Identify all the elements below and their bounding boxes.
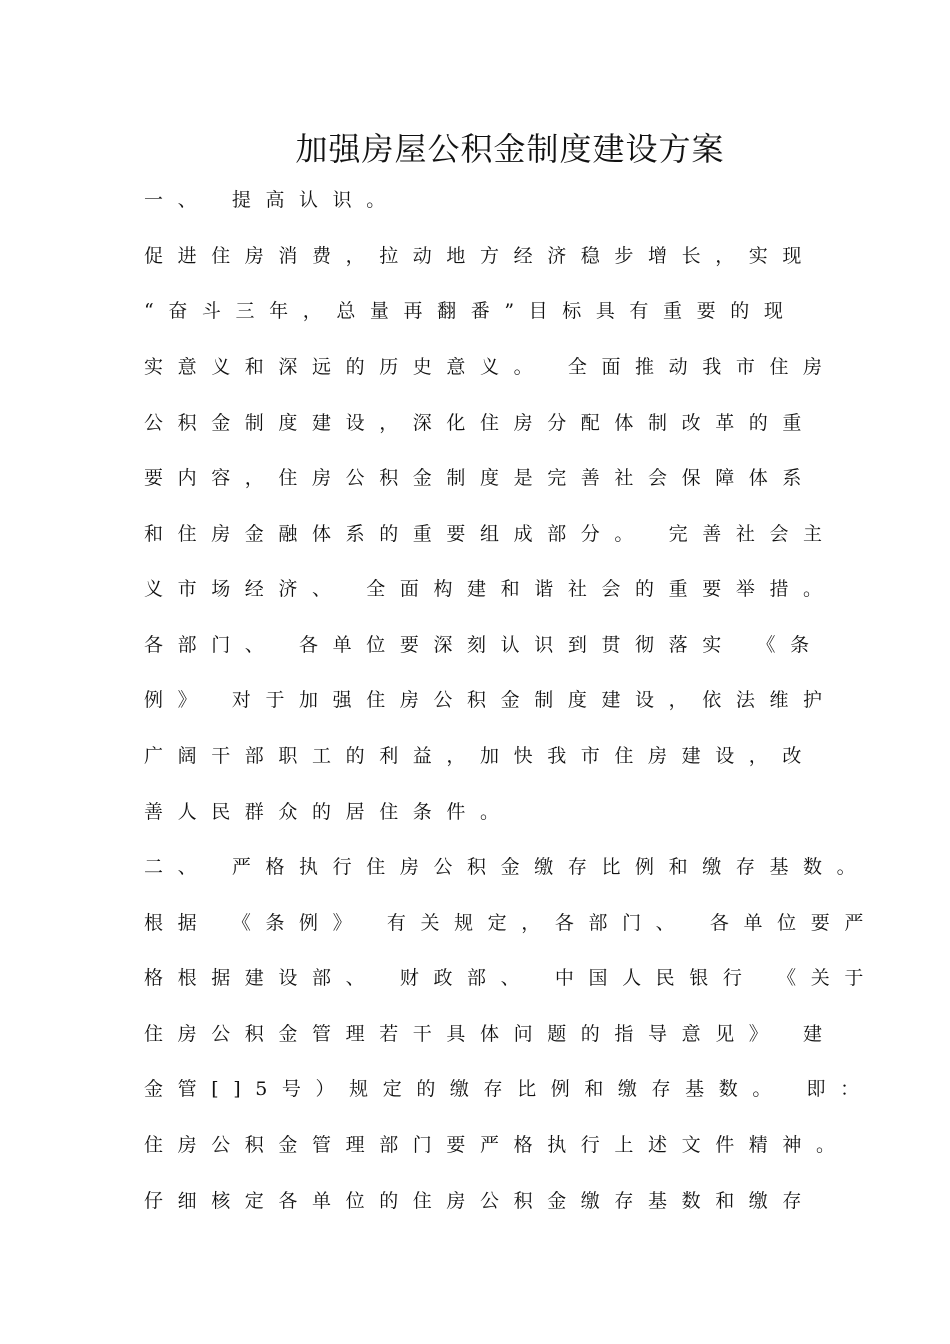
body-line: 根据 《条例》 有关规定，各部门、 各单位要严 (144, 912, 878, 934)
body-line: 例》 对于加强住房公积金制度建设，依法维护 (144, 689, 837, 711)
body-line: 和住房金融体系的重要组成部分。 完善社会主 (144, 523, 837, 545)
body-line: 促进住房消费，拉动地方经济稳步增长，实现 (144, 245, 817, 267)
body-line: 善人民群众的居住条件。 (144, 801, 514, 823)
body-line: “奋斗三年，总量再翻番”目标具有重要的现 (144, 300, 798, 322)
body-line: 住房公积金管理部门要严格执行上述文件精神。 (144, 1134, 850, 1156)
document-title: 加强房屋公积金制度建设方案 (295, 130, 725, 168)
body-line: 要内容，住房公积金制度是完善社会保障体系 (144, 467, 817, 489)
body-line: 实意义和深远的历史意义。 全面推动我市住房 (144, 356, 837, 378)
body-line: 格根据建设部、 财政部、 中国人民银行 《关于 (144, 967, 878, 989)
body-line: 住房公积金管理若干具体问题的指导意见》 建 (144, 1023, 837, 1045)
body-line: 仔细核定各单位的住房公积金缴存基数和缴存 (144, 1190, 817, 1212)
body-line: 一、 提高认识。 (144, 189, 400, 211)
body-line: 金管[]5号）规定的缴存比例和缴存基数。 即： (144, 1078, 874, 1100)
body-line: 广阔干部职工的利益，加快我市住房建设，改 (144, 745, 817, 767)
body-line: 公积金制度建设，深化住房分配体制改革的重 (144, 412, 817, 434)
body-line: 二、 严格执行住房公积金缴存比例和缴存基数。 (144, 856, 871, 878)
body-line: 义市场经济、 全面构建和谐社会的重要举措。 (144, 578, 837, 600)
body-line: 各部门、 各单位要深刻认识到贯彻落实 《条 (144, 634, 824, 656)
